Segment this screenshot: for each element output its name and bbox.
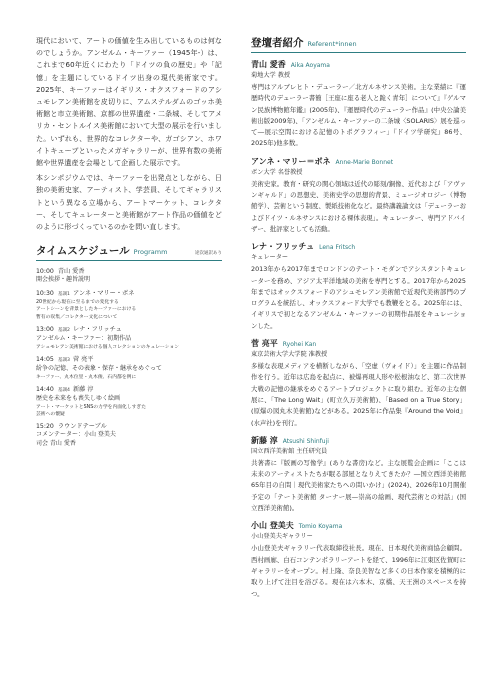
schedule-item-head bbox=[36, 325, 222, 335]
speaker-name-row bbox=[251, 156, 466, 168]
speaker-bio: 美術史家。教育・研究の関心領域は近代の彫刻/銅像、近代および「アヴァンギャルド」の思想史、美術史学の思想的背景、ミュージオロジー（博物館学）、芸術という制度、製紙技術化など。最終講義論文は「デューラーおよびドイツ・ルネサンスにおける裸体表現」。キュレーター、専門アドバイザー、批評家としても活動。 bbox=[251, 179, 466, 233]
schedule-tag: 基調1 bbox=[57, 291, 70, 297]
speaker-list bbox=[251, 59, 466, 600]
speaker-name-en: Lena Fritsch bbox=[319, 244, 356, 252]
speaker-name-row bbox=[251, 59, 466, 71]
speaker-profile bbox=[251, 156, 466, 235]
schedule-line: 20世紀から現在に至るまでの変化する bbox=[36, 299, 119, 305]
speaker-affiliation: 東京芸術大学大学院 准教授 bbox=[251, 351, 328, 359]
schedule-line: アンゼルム・キーファー：初期作品 bbox=[36, 335, 132, 343]
speaker-profile bbox=[251, 435, 466, 514]
speaker-name-en: Ryohei Kan bbox=[282, 341, 317, 349]
speaker-name-row bbox=[251, 435, 466, 447]
speaker-name-row bbox=[251, 338, 466, 350]
schedule-line: アート・マーケットとSNSの力学を内面化しすぎた bbox=[36, 404, 147, 410]
schedule-title-text: ラウンドテーブル bbox=[57, 423, 107, 431]
speaker-name-en: Tomio Koyama bbox=[298, 523, 343, 531]
schedule-title-text: アンネ・マリー・ボネ bbox=[72, 289, 135, 297]
schedule-item-head bbox=[36, 289, 222, 299]
speaker-bio: 専門はアルブレヒト・デューラー／北方ルネサンス美術。主な業績に『運歴時代のデューラー書簡［王座に座る老人と跪く青年］について』『ゲルマン民族博物館年鑑』(2005年)、『運歴時代のデューラー作品』(中央公論美術出版2009年)、「アンゼルム・キーファーの二条城〈SOLARIS〉展を巡って―展示空間における記憶のトポグラフィー」『ドイツ学研究』86号、2025年)他多数。 bbox=[251, 83, 466, 148]
speaker-affiliation: 国立西洋美術館 主任研究員 bbox=[251, 447, 328, 455]
schedule-note: 途次通訳あり bbox=[195, 251, 222, 257]
speakers-title: 登壇者紹介 bbox=[251, 37, 304, 49]
intro-paragraph-2: 本シンポジウムでは、キーファーを出発点としながら、日独の美術史家、アーティスト、学芸員、そしてギャラリストという異なる立場から、アートマーケット、コレクター、そしてキュレーターと美術館がアート作品の価値をどのように形づくっているのかを問い直します。 bbox=[36, 173, 222, 232]
schedule-line: 歴史を未来をも喪失しゆく絵画 bbox=[36, 395, 121, 403]
speaker-name-row bbox=[251, 520, 466, 532]
left-column bbox=[36, 35, 222, 453]
schedule-line: 芸術への懐疑 bbox=[36, 412, 65, 418]
schedule-item-head bbox=[36, 385, 222, 395]
schedule-list bbox=[36, 267, 222, 448]
schedule-time: 15:20 bbox=[36, 423, 54, 431]
speaker-name-en: Atsushi Shinfuji bbox=[282, 437, 329, 445]
speakers-header bbox=[251, 35, 466, 53]
schedule-time: 14:40 bbox=[36, 386, 54, 394]
schedule-title-en: Programm bbox=[133, 248, 168, 257]
schedule-section bbox=[36, 243, 222, 448]
schedule-item bbox=[36, 289, 222, 321]
schedule-line: アートシーンを背景としたキーファーにおける bbox=[36, 307, 137, 313]
schedule-line: アシュモレアン美術館における個人コレクションのキュレーション bbox=[36, 344, 180, 350]
schedule-title-text: 青山 愛香 bbox=[57, 268, 85, 276]
schedule-item bbox=[36, 325, 222, 351]
schedule-time: 10:00 bbox=[36, 268, 54, 276]
schedule-line: 紛争の記憶、その表象・保存・継承をめぐって bbox=[36, 365, 162, 373]
schedule-tag: 基調4 bbox=[57, 388, 70, 394]
schedule-item-head bbox=[36, 267, 222, 276]
speaker-name: 小山 登美夫 bbox=[251, 521, 294, 531]
schedule-time: 14:05 bbox=[36, 356, 54, 364]
schedule-tag: 基調3 bbox=[57, 358, 70, 364]
intro-section bbox=[36, 35, 222, 233]
speaker-affiliation: キュレーター bbox=[251, 254, 289, 262]
intro-paragraph-1: 現代において、アートの価値を生み出しているものは何なのでしょうか。アンゼルム・キーファー（1945年-）は、これまで60年近くにわたり「ドイツの負の歴史」や「記憶」を主題にしているドイツ出身の現代美術家です。2025年、キーファーはイギリス・オクスフォードのアシュモレアン美術館を皮切りに、アムステルダムのゴッホ美術館と市立美術館、京都の世界遺産・二条城、そしてアメリカ・セントルイス美術館において大型の展示を行いました。いずれも、世界的なコレクターや、ガゴシアン、ホワイトキューブといったメガギャラリーが、世界有数の美術館や世界遺産を会場として企画した展示です。 bbox=[36, 36, 222, 168]
schedule-title-text: 菅 亮平 bbox=[72, 356, 94, 364]
schedule-line: キーファー、丸木位里・丸木俊、石内都を例に bbox=[36, 374, 137, 380]
speaker-name-en: Anne-Marie Bonnet bbox=[335, 158, 394, 166]
schedule-item bbox=[36, 355, 222, 381]
speaker-affiliation: 菊地大学 教授 bbox=[251, 72, 291, 79]
speaker-bio: 共著書に『版画の写像学』(ありな書房)など。主な展覧会企画に「ここは未来のアーティストたちが眠る部屋となりえてきたか？―国立西洋美術館65年目の自問｜現代美術家たちへの問いかけ」(2024)、2026年10月開催予定の「テート美術館 ターナー展—崇高の絵画、現代芸術との対話」(国立西洋美術館)。 bbox=[251, 458, 466, 513]
schedule-line: 開会挨拶・趣旨説明 bbox=[36, 276, 91, 284]
speaker-profile bbox=[251, 520, 466, 599]
schedule-item bbox=[36, 267, 222, 285]
speaker-name: アンネ・マリー＝ボネ bbox=[251, 156, 331, 166]
speaker-bio: 2013年から2017年までロンドンのテート・モダンでアシスタントキュレーターを務め、アジア太平洋地域の美術を専門とする。2017年から2025年まではオックスフォードのアシュモレアン美術館で近現代美術部門のプログラムを統括し、オックスフォード大学でも教鞭をとる。2025年には、イギリスで初となるアンゼルム・キーファーの初期作品展をキュレーションした。 bbox=[251, 265, 466, 330]
schedule-time: 13:00 bbox=[36, 326, 54, 334]
speakers-title-en: Referent*innen bbox=[307, 40, 357, 48]
speaker-name: 菅 亮平 bbox=[251, 339, 278, 349]
schedule-header bbox=[36, 243, 222, 261]
speaker-affiliation: ボン大学 名誉教授 bbox=[251, 168, 303, 176]
schedule-title: タイムスケジュール bbox=[36, 245, 130, 258]
speaker-affiliation: 小山登美夫ギャラリー bbox=[251, 533, 313, 541]
schedule-item bbox=[36, 385, 222, 418]
speaker-name-en: Aika Aoyama bbox=[290, 62, 330, 69]
schedule-title-text: レナ・フリッチュ bbox=[72, 326, 122, 334]
schedule-title-text: 新藤 淳 bbox=[72, 386, 94, 394]
right-column bbox=[251, 35, 466, 606]
schedule-line: 暫有の収集／コレクター文化について bbox=[36, 314, 118, 320]
speaker-name-row bbox=[251, 241, 466, 253]
schedule-line: 司会 青山 愛香 bbox=[36, 440, 76, 448]
speaker-name: レナ・フリッチュ bbox=[251, 242, 315, 252]
speaker-profile bbox=[251, 241, 466, 332]
speaker-name: 新藤 淳 bbox=[251, 435, 278, 445]
schedule-tag: 基調2 bbox=[57, 328, 70, 334]
speaker-profile bbox=[251, 338, 466, 429]
speaker-bio: 小山登美夫ギャラリー代表取締役社長。現在、日本現代美術商協会顧問。西村画廊、白石コンテンポラリーアートを経て、1996年に江東区佐賀町にギャラリーをオープン。村上隆、奈良美智など多くの日本作家を積極的に取り上げて注目を浴びる。現在は六本木、京橋、天王洲のスペースを持つ。 bbox=[251, 544, 466, 598]
schedule-item bbox=[36, 422, 222, 448]
schedule-time: 10:30 bbox=[36, 289, 54, 297]
speaker-name: 青山 愛香 bbox=[251, 60, 286, 69]
speaker-bio: 多様な表現メディアを横断しながら、「空虚（ヴォイド）」を主題に作品制作を行う。近年は広島を起点に、被爆再現人形や松根油など、第二次世界大戦の記憶の継承をめぐるアートプロジェクトに取り組む。近年の主な個展に、「The Long Wait」(町立久万美術館)、「Based on a True Story」(原爆の図丸木美術館)などがある。2025年に作品集『Around the Void』(水声社)を刊行。 bbox=[251, 362, 466, 427]
schedule-item-head bbox=[36, 355, 222, 365]
schedule-line: コメンテーター：小山 登美夫 bbox=[36, 431, 116, 439]
speaker-profile bbox=[251, 59, 466, 150]
